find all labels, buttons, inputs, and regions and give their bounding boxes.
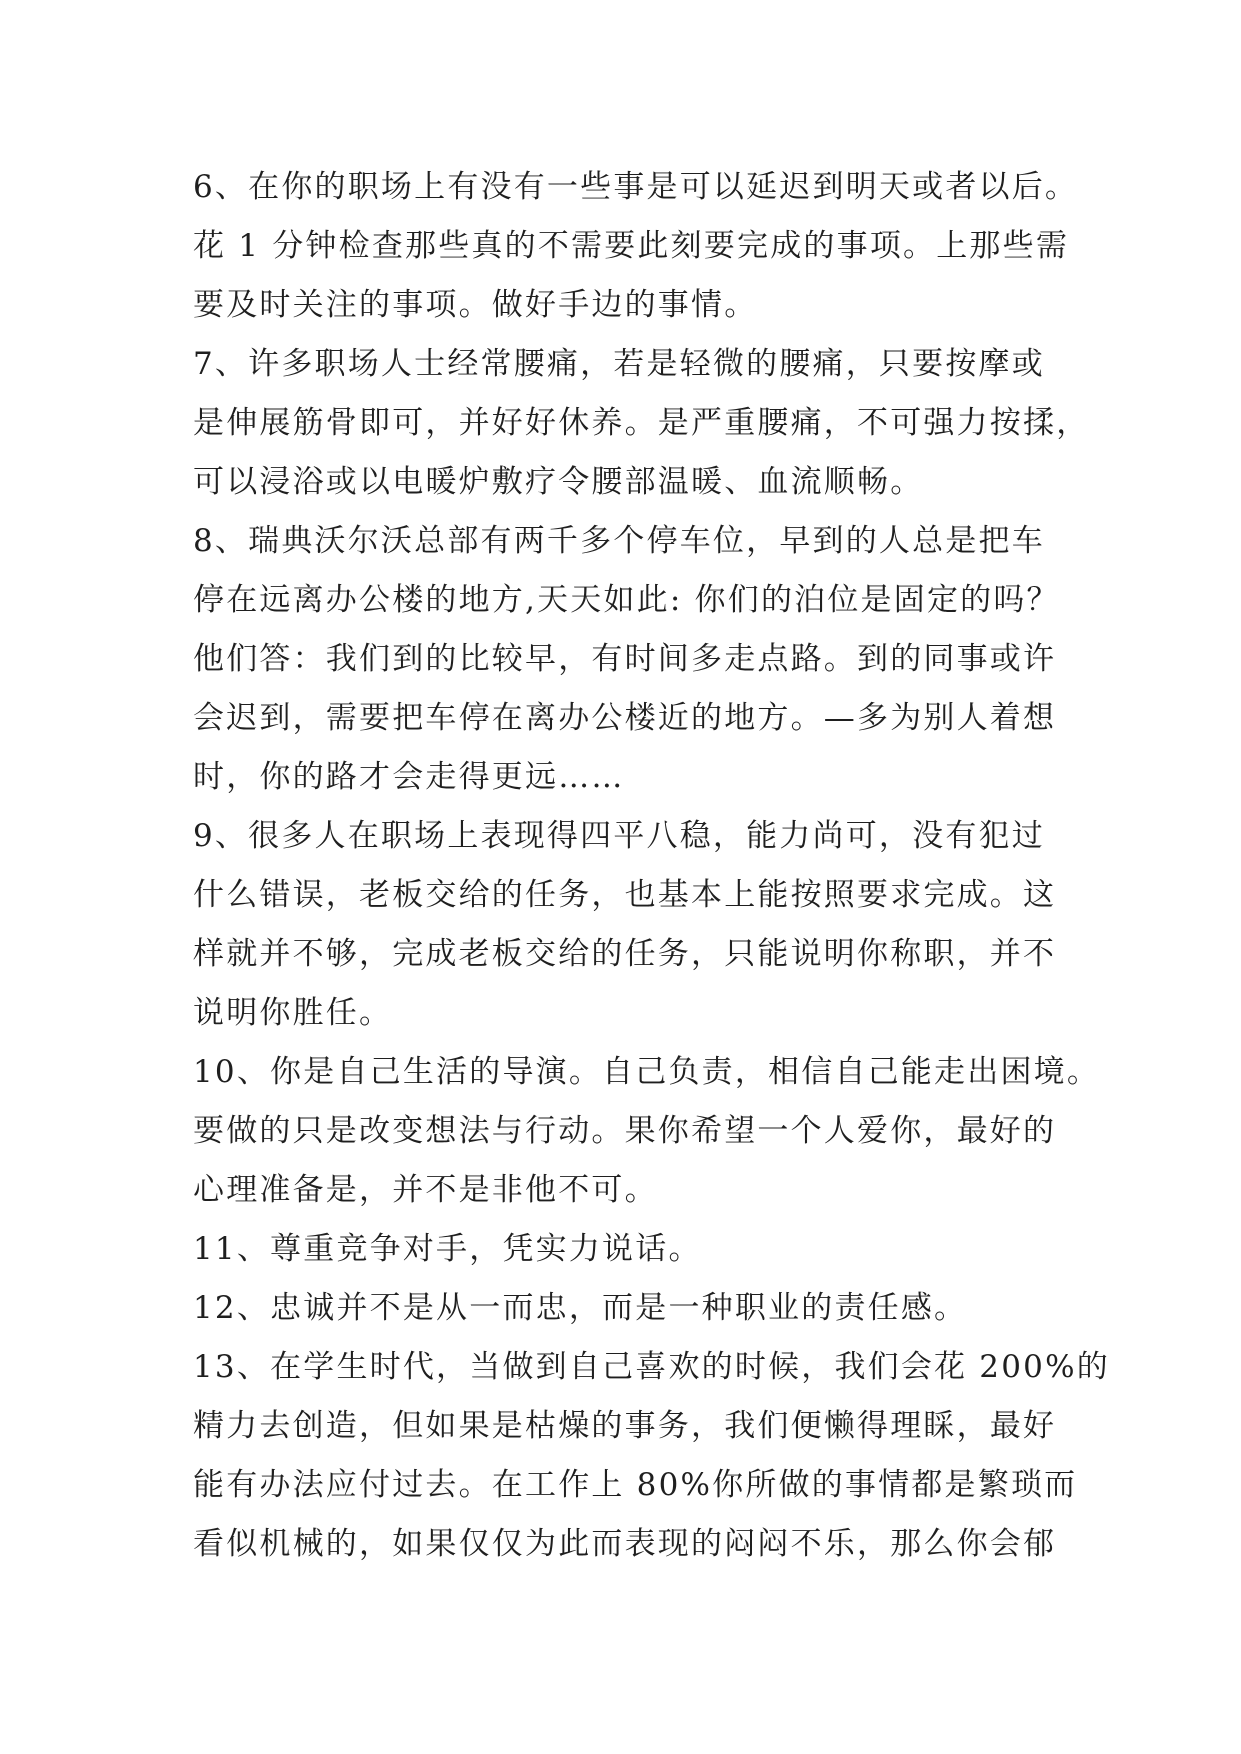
text-line: 什么错误，老板交给的任务，也基本上能按照要求完成。这: [193, 877, 1057, 913]
text-line: 样就并不够，完成老板交给的任务，只能说明你称职，并不: [193, 936, 1057, 972]
text-line: 8、瑞典沃尔沃总部有两千多个停车位，早到的人总是把车: [193, 523, 1045, 559]
document-body: [193, 158, 1110, 1574]
text-line: 11、尊重竞争对手，凭实力说话。: [193, 1231, 702, 1267]
text-line: 说明你胜任。: [193, 995, 393, 1031]
text-line: 13、在学生时代，当做到自己喜欢的时候，我们会花 200%的: [193, 1349, 1110, 1385]
text-line: 会迟到，需要把车停在离办公楼近的地方。—多为别人着想: [193, 700, 1057, 736]
text-line: 要做的只是改变想法与行动。果你希望一个人爱你，最好的: [193, 1113, 1057, 1149]
text-line: 可以浸浴或以电暖炉敷疗令腰部温暖、血流顺畅。: [193, 464, 924, 500]
text-line: 看似机械的，如果仅仅为此而表现的闷闷不乐，那么你会郁: [193, 1526, 1057, 1562]
text-line: 精力去创造，但如果是枯燥的事务，我们便懒得理睬，最好: [193, 1408, 1057, 1444]
text-line: 心理准备是，并不是非他不可。: [193, 1172, 658, 1208]
text-line: 10、你是自己生活的导演。自己负责，相信自己能走出困境。: [193, 1054, 1101, 1090]
text-line: 花 1 分钟检查那些真的不需要此刻要完成的事项。上那些需: [193, 228, 1070, 264]
text-line: 时，你的路才会走得更远……: [193, 759, 625, 795]
text-line: 9、很多人在职场上表现得四平八稳，能力尚可，没有犯过: [193, 818, 1045, 854]
text-line: 能有办法应付过去。在工作上 80%你所做的事情都是繁琐而: [193, 1467, 1078, 1503]
text-line: 6、在你的职场上有没有一些事是可以延迟到明天或者以后。: [193, 169, 1079, 205]
text-line: 7、许多职场人士经常腰痛，若是轻微的腰痛，只要按摩或: [193, 346, 1045, 382]
text-line: 是伸展筋骨即可，并好好休养。是严重腰痛，不可强力按揉，: [193, 405, 1090, 441]
text-line: 12、忠诚并不是从一而忠，而是一种职业的责任感。: [193, 1290, 968, 1326]
text-line: 停在远离办公楼的地方,天天如此: 你们的泊位是固定的吗？: [193, 582, 1060, 618]
text-line: 要及时关注的事项。做好手边的事情。: [193, 287, 758, 323]
text-line: 他们答：我们到的比较早，有时间多走点路。到的同事或许: [193, 641, 1057, 677]
